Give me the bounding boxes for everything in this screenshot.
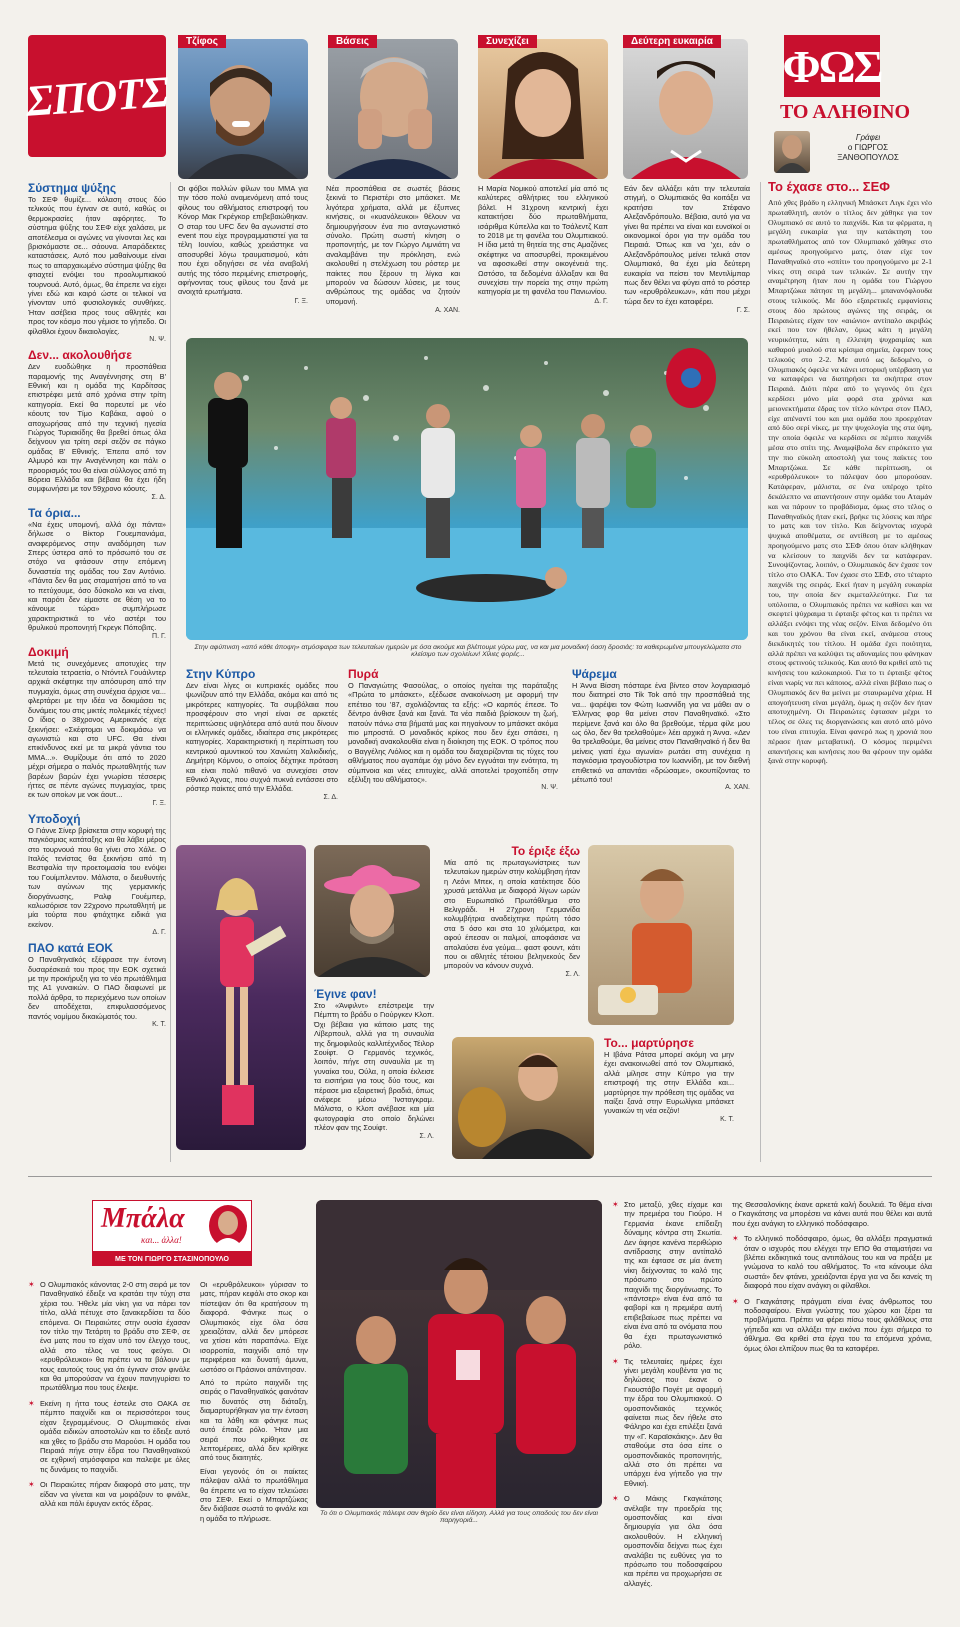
divider	[28, 1176, 932, 1177]
bottom-logo-sub: και... άλλα!	[141, 1235, 182, 1245]
bottom-logo: Μπάλα	[101, 1203, 185, 1234]
lower-story-beck: Το έριξε έξω Μία από τις πρωταγωνίστριες των τελευταίων ημερών στην κολύμβηση ήταν η Λεόνι Μπεκ, η οποία κατέκτησε δύο χρυσά μετάλλια με διαφορά λίγων ωρών στο Ευρωπαϊκό Πρωτάθλημα στο Βελιγράδι. Η 27χρονη Γερμανίδα κολυμβήτρια αναδείχτηκε πρώτη τόσο στα 5 όσο και στα 10 χιλιόμετρα, και αφού έπεσαν οι παλμοί, αποφάσισε να απολαύσει ένα γεύμα... φαστ φουντ, κάτι που οι αθλητές τέτοιου βεληνεκούς δεν μπορούν να κάνουν συχνά. Σ. Λ.	[444, 844, 580, 978]
person-portrait-icon	[314, 845, 430, 977]
top-photos	[178, 35, 748, 180]
basketball-players-icon	[316, 1200, 602, 1508]
author-line2: ο ΓΙΩΡΓΟΣ	[847, 143, 889, 152]
singer-stage-icon	[176, 845, 306, 1150]
beck-photo	[588, 845, 734, 1025]
person-portrait-icon	[178, 39, 308, 179]
divider	[760, 182, 761, 1162]
author-line1: Γράφει	[855, 133, 881, 142]
photo1-caption: Στην αφύπνιση «από κάθε άποψη» ατμόσφαιρα των τελευταίων ημερών με όσα ακούμε και βλέπουμε γύρω μας, να και μια μοναδική όαση δροσιάς: τα καθιερωμένα μπουγελώματα στο κλείσιμο των σχολείων! Χίλιες φορές...	[194, 644, 742, 658]
bullet-item: ✶ Το ελληνικό ποδόσφαιρο, όμως, θα αλλάξει πραγματικά όταν ο ισχυρός που ελέγχει την ΕΠΟ θα σταματήσει να βλέπει εκδικητικά τους αντιπάλους του και να πράξει με γνώμονα το καλό του αθλήματος. Το «τα κάνουμε όλα σωστά» δεν φτάνει, χρειάζονται έργα για να δει κανείς τη διαφορά που είχαν ανάγκη οι φίλαθλοι.	[732, 1234, 932, 1291]
mid-story-pyra: Πυρά Ο Παναγιώτης Φασούλας, ο οποίος ηγείται της παράταξης «Πρώτα το μπάσκετ», εξέδωσε ανακοίνωση με αφορμή την επέτειο του '87, σχολιάζοντας τα εξής: «Ο καρπός έπεσε. Το δέντρο άνθισε ξανά και ξανά. Τα νέα παιδιά βρίσκουν τη ζωή, πατούν πάνω στα βήματά μας και πηγαίνουν το μπάσκετ ακόμα πιο μπροστά. Ο μοναδικός κρίκος που δεν έχει σπάσει, η μοναδική ανακολουθία είναι η διοίκηση της ΕΟΚ. Ο τρόπος που ο Βαγγέλης Λιόλιος και η ομάδα του διαχειρίζονται τις τύχες του αθλήματος που αγαπάμε όχι μόνο δεν εγγυάται την ενότητα, τη σύμπνοια και νέες επιτυχίες, αλλά αποτελεί τροχοπέδη στην εξέλιξη του αθλήματος». Ν. Ψ.	[348, 667, 558, 792]
bullet-item: ✶ Οι Πειραιώτες πήραν διαφορά στο ματς, την είδαν να γίνεται και να μοιράζουν το φινάλε, αλλά και πάλι έφυγαν εκτός έδρας.	[28, 1480, 190, 1508]
ratsa-photo	[452, 1037, 594, 1159]
alexandropoulos-photo	[623, 39, 748, 179]
star-icon: ✶	[732, 1234, 739, 1244]
basketball-photo	[316, 1200, 602, 1508]
bottom-col-3	[612, 1200, 722, 1594]
person-portrait-icon	[328, 39, 458, 179]
taylor-swift-photo	[176, 845, 306, 1150]
lower-story-ratsa: Το... μαρτύρησε Η Ιβάνα Ράτσα μπορεί ακόμη να μην έχει ανακοινωθεί από τον Ολυμπιακό, αλλά μίλησε στην Κύπρο για την επιστροφή της στην Ελλάδα και... μαρτύρησε την πρόθεση της ομάδας να παίξει ξανά στην Ευρωλίγκα μπάσκετ γυναικών τη νέα σεζόν! Κ. Τ.	[604, 1036, 734, 1123]
klopp-photo	[314, 845, 430, 977]
bottom-col-1	[28, 1280, 190, 1514]
bullet-item: ✶ Εκείνη η ήττα τους έστειλε στο ΟΑΚΑ σε πέμπτο παιχνίδι και οι περισσότεροι τους είχαν ξεγραμμένους. Ο Ολυμπιακός είναι ομάδα ειδικών αποστολών και το έδειξε αυτό και χθες το βράδυ στο Μαρούσι. Η ομάδα του Πειραιά πήγε στην έδρα του Παναθηναϊκού σε εχθρική ατμόσφαιρα και παλεψε με όλες τις δυνάμεις το παιχνίδι.	[28, 1398, 190, 1474]
author-line3: ΞΑΝΘΟΠΟΥΛΟΣ	[837, 153, 899, 162]
tag-deuteri-eukairia: Δεύτερη ευκαιρία	[623, 35, 721, 48]
mcgregor-photo	[178, 39, 308, 179]
left-story: Υποδοχή Ο Γιάννε Σίνερ βρίσκεται στην κορυφή της παγκόσμιας κατάταξης και θα λάβει μέρος στο τουρνουά που θα γίνει στο Χάλε. Ο Ιταλός τενίστας θα ξεκινήσει από τη Βεστφαλία την προετοιμασία του ενόψει του Γουίμπλεντον. Μάλιστα, ο διευθυντής των αγώνων της γερμανικής διοργάνωσης, Ραλφ Γουέμπερ, καλωσόρισε τον 22χρονο πρωταθλητή με μία τούρτα που φτιάχτηκε ειδικά για εκείνον. Δ. Γ.	[28, 811, 166, 937]
left-story: Τα όρια... «Να έχεις υπομονή, αλλά όχι πάντα» δήλωσε ο Βίκτορ Γουεμπανιάμα, αναφερόμενος στην αναδόμηση των Σπερς ύστερα από το πρόσωπό του σε στόχο να φτάσουν στην επόμενη δυναστεία της ομάδας του Σαν Αντόνιο. «Πάντα δεν θα μας σταματήσει από το να το πετύχουμε, όσο δύσκολο και να είναι, και παρότι δεν είμαστε σε θέση να το κάνουμε τώρα» συμπλήρωσε χαρακτηριστικά το νέο αστέρι του θρυλικού προπονητή Γκρεγκ Πόποβιτς. Π. Γ.	[28, 505, 166, 640]
star-icon: ✶	[612, 1494, 619, 1504]
right-column-head: Το έχασε στο... ΣΕΦ	[768, 180, 890, 194]
column-subtitle: ΤΟ ΑΛΗΘΙΝΟ	[779, 101, 911, 123]
left-story: Σύστημα ψύξης Το ΣΕΦ θυμίζε... κόλαση στους δύο τελικούς που έγιναν σε αυτό, καθώς οι θερμοκρασίες ήταν αφόρητες. Το σύστημα ψύξης του ΣΕΦ είχε χαλάσει, με αποτέλεσμα οι αγώνες να γίνονται λες και βρισκόμαστε σε... σάουνα. Απαράδεκτες καταστάσεις. Αυτό που μαθαίνουμε είναι πως το απαρχαιωμένο σύστημα ψύξης θα φτιαχτεί ενόψει του προολυμπιακού τουρνουά. Αυτό, όμως, θα έπρεπε να είχει γίνει εδώ και καιρό ώστε οι τελικοί να γίνονταν υπό φυσιολογικές συνθήκες. Ήταν ασέβεια προς τους αθλητές και προς τον κόσμο που γέμισε το γήπεδο. Οι φίλαθλοι έχουν δικαιολογίες. Ν. Ψ.	[28, 182, 166, 344]
person-portrait-icon	[452, 1037, 594, 1159]
bullet-item: ✶ Τις τελευταίες ημέρες έχει γίνει μεγάλη κουβέντα για τις δηλώσεις που έκανε ο Γκουστάβο Πογέτ με αφορμή την έδρα του Ολυμπιακού. Ο ομοσπονδιακός τεχνικός φαίνεται πως δεν ήθελε στο Φάληρο και έχει επιλέξει ξανά την «Γ. Καραϊσκάκης». Δεν θα σταθούμε στα όσα είπε ο ομοσπονδιακός προπονητής, αλλά στο ότι πρέπει να υπάρχει ένα γήπεδο για την Εθνική.	[612, 1356, 722, 1488]
left-story: Δεν... ακολουθήσε Δεν ευοδώθηκε η προσπάθεια παραμονής της Αναγέννησης στη Β' Εθνική και η ομάδα της Καρδίτσας επιστρέφει μετά από χρόνια στην τρίτη κατηγορία. Εκεί θα πορευτεί με νέο κόουτς τον Τίμο Καβάκα, αφού ο αποχωρήσας από την τεχνική ηγεσία Γιώργος Τυριακίδης θα βρεθεί όπως όλα δείχνουν για τρίτη σερί σεζόν σε πάγκο ομάδας Β' Εθνικής. Έπειτα από τον Αλμυρό και την Αναγέννηση και πάλι ο προορισμός του θα είναι σύλλογος από τη Βόρεια Ελλάδα και βέβαια θα έχει ήδη συμφωνήσει με τον 59χρονο κόουτς. Σ. Δ.	[28, 348, 166, 501]
right-column	[768, 180, 932, 1170]
star-icon: ✶	[28, 1480, 35, 1490]
top-story-3: Η Μαρία Νομικού αποτελεί μία από τις καλύτερες αθλήτριες του ελληνικού βόλεϊ. Η 31χρονη κεντρική έχει κατακτήσει δύο πρωταθλήματα, ισάριθμα Κύπελλα και το Τσάλεντζ Καπ το 2018 με τη φανέλα του Ολυμπιακού. Η ίδια μετά τη θητεία της στις Αμαζόνες σκέφτηκε να αποσυρθεί, προκειμένου να αφοσιωθεί στην οικογένειά της. Ωστόσο, τα δεδομένα άλλαξαν και θα συνεχίσει την πορεία της στην πρώτη κατηγορία με τη φανέλα του Πανιωνίου. Δ. Γ.	[478, 184, 608, 305]
bottom-box	[92, 1200, 252, 1266]
top-story-2: Νέα προσπάθεια σε σωστές βάσεις ξεκινά το Περιστέρι στο μπάσκετ. Με λιγότερα χρήματα, αλλά με έξυπνες κινήσεις, οι «κυανόλευκοι» θέλουν να δημιουργήσουν ένα πιο ανταγωνιστικό σύνολο. Πρώτη σωστή κίνηση ο προπονητής, με τον Γιώργο Λιμνιάτη να αναλαμβάνει την πρόκληση, ενώ ακολουθεί η στελέχωση του ρόστερ με παίκτες που ξέρουν τη λίγκα και μπορούν να δώσουν λύσεις, με τους ανθρώπους της ομάδας να ζητούν υπομονή. Α. ΧΑΝ.	[326, 184, 460, 315]
left-column	[28, 182, 166, 1162]
star-icon: ✶	[732, 1296, 739, 1306]
bottom-author: ΜΕ ΤΟΝ ΓΙΩΡΓΟ ΣΤΑΣΙΝΟΠΟΥΛΟ	[93, 1251, 251, 1266]
bullet-item: ✶ Ο Γκαγκάτσης πράγματι είναι ένας άνθρωπος του ποδοσφαίρου. Είναι γνώστης του χώρου και ξέρει τα προβλήματα. Πρέπει να φέρει πίσω τους φιλάθλους στα γήπεδα και να αλλάξει την εικόνα που έχει σήμερα το άθλημα. Θα κριθεί στα έργα του τα επόμενα χρόνια, όμως όλοι ελπίζουν πως θα τα καταφέρει.	[732, 1296, 932, 1353]
fos-logo: ΦΩΣ	[784, 35, 880, 97]
author-photo	[774, 131, 810, 173]
masthead-badge	[24, 35, 170, 157]
masthead-title: ΣΠΟΤΣ	[24, 66, 170, 126]
top-story-1: Οι φόβοι πολλών φίλων του ΜΜΑ για την τόσο πολύ αναμενόμενη από τους φίλους του αθλήματος επιστροφή του Κόνορ Μακ Γκρέγκορ επιβεβαιώθηκαν. Ο σταρ του UFC δεν θα αγωνιστεί στο event που είχε προγραμματιστεί για τα τέλη Ιουνίου, καθώς χρειάστηκε να αποσυρθεί λόγω τραυματισμού, κάτι που έχει οδηγήσει σε νέα αναβολή αυτής της τόσο περιμένης επιστροφής, αφήνοντας τους φίλους του ξανά με ανοιχτά ερωτήματα. Γ. Ξ.	[178, 184, 308, 305]
right-column-text: Από χθες βράδυ η ελληνική Μπάσκετ Λιγκ έχει νέο πρωταθλητή, αυτόν ο τίτλος δεν χάθηκε για τον Ολυμπιακό σε αυτό το παιχνίδι. Και τα φέρματα, η μεγάλη ευκαιρία για την κατάκτηση του πρωταθλήματος από τον Ολυμπιακό χάθηκε στο αμέσως προηγούμενο ματς, όταν είχε τον Παναθηναϊκό στο «σπίτι» του προηγούμενο με 2-1 νίκες στη σειρά των τελικών. Σε αυτήν την αναμέτρηση ήταν που η ομάδα του Γιώργου Μπαρτζώκα πάτησε τη μεγάλη... μπανανόφλουδα στους τελικούς. Με δύο εξαιρετικές εμφανίσεις στους δύο πρώτους αγώνες της σειράς, οι Πειραιώτες είχαν τον «αιώνιο» αντίπαλο ακριβώς εκεί που τον ήθελαν, όμως κάτι η μεγάλη νευρικότητα, κάτι η έλλειψη ψυχραιμίας και καθαρού μυαλού στα κρίσιμα σημεία, έφεραν τους τελικούς στο 2-2. Με αυτό ως δεδομένο, ο Ολυμπιακός όφειλε να κάνει ιστορική υπέρβαση για να καταφέρει να διατηρήσει τα σκήπτρα στον Πειραιά. Διότι πέρα από το γεγονός ότι έχει κερδίσει μόνο μία φορά στα χρόνια και μειονεκτήματα έδρας τον τίτλο κόντρα στον ΠΑΟ, είχε απέναντί του και μια ομάδα που προερχόταν από δύο σερί νίκες, με την ψυχολογία της στα ύψη, την οποία όφειλε να κερδίσει σε πέμπτο παιχνίδι μέσα στο σπίτι της. Αναμφίβολα δεν επρόκειτο για την πιο εύκολη αποστολή για τους παίκτες του Μπαρτζώκα. Σε κάθε περίπτωση, οι «ερυθρόλευκοι» το πάλεψαν όσο μπορούσαν. Κατάφεραν, μάλιστα, σε ένα υπέροχο τρίτο δεκάλεπτο να απαντήσουν στην ομάδα του Αταμάν και να πάρουν το προβάδισμα, όμως στο τέλος ο Παναθηναϊκός ήταν εκεί, βρήκε τις λύσεις και πήρε το ματς και τον τίτλο. Και δείχνοντας ισχυρά ψυχικά αποθέματα, σε αντίθεση με το αμέσως προηγούμενο ματς στο ΣΕΦ όπου όταν κλήθηκαν να κλείσουν το παιχνίδι δεν τα κατάφεραν. Συνοψίζοντας, λοιπόν, ο Ολυμπιακός δεν έχασε τον τίτλο στο ΟΑΚΑ. Τον έχασε στο ΣΕΦ, στο τέταρτο παιχνίδι της σειράς. Εκεί ήταν η μεγάλη ευκαιρία του, την οποία δεν εκμεταλλεύτηκε. Για τα υπόλοιπα, ο Ολυμπιακός πρέπει να καθίσει και να σκεφτεί ψύχραιμα τι έφταιξε φέτος και τι πρέπει να αλλάξει ενόψει της νέας σεζόν. Είναι δεδομένο ότι και του χρόνου θα είναι εκεί, ανάμεσα στους διεκδικητές του τίτλου. Η ομάδα έχει ποιότητα, αλλά πρέπει να καλύψει τις αδυναμίες που φάνηκαν στους φετινούς τελικούς. Και αυτό θα κριθεί από τις κινήσεις του καλοκαιριού. Για το τι έφταιξε φέτος είναι νωρίς να πει κάποιος, αλλά είναι βέβαιο πως ο Ολυμπιακός δεν θα μείνει με σταυρωμένα χέρια. Η απογοήτευση είναι μεγάλη, όμως η σεζόν δεν ήταν αποτυχημένη. Οι Πειραιώτες έφτασαν μέχρι το τέλος σε όλες τις διοργανώσεις και αυτό από μόνο του είναι επιτυχία. Είναι φανερό πως η χρονιά που πέρασε ήταν μεταβατική. Ο κόσμος περιμένει απαντήσεις και κινήσεις που θα φέρουν την ομάδα ξανά στην κορυφή.	[768, 198, 932, 766]
bullet-item: ✶ Ο Ολυμπιακός κάνοντας 2-0 στη σειρά με τον Παναθηναϊκό έδειξε να κρατάει την τύχη στα χέρια του. Ήθελε μία νίκη για να πάρει τον τίτλο, αλλά πέτυχε στο ξανακερδίσει τα δύο επόμενα. Οι Πειραιώτες στην ουσία έχασαν τον τίτλο την Τετάρτη το βράδυ στο ΣΕΦ, σε ένα ματς που το είχαν υπό τον έλεγχο τους, αλλά στο τέλος να τους φεύγει. Οι «ερυθρόλευκοι» θα πρέπει να τα βάλουν με τους εαυτούς τους για ότι έγιναν στον φινάλε και θα μπορούσαν να έχουν πανηγυρίσει το πρωτάθλημα που τους έλειψε.	[28, 1280, 190, 1393]
person-portrait-icon	[478, 39, 608, 179]
tag-synexizei: Συνεχίζει	[478, 35, 537, 48]
swimmer-eating-icon	[588, 845, 734, 1025]
limniatis-photo	[328, 39, 458, 179]
left-story: Δοκιμή Μετά τις συνεχόμενες αποτυχίες την τελευταία τετραετία, ο Ντόντελ Γουάιλντερ αρχικά σκέφτηκε την απόσυρση από την πυγμαχία, όμως στη συνέχεια άρχισε να... φλερτάρει με την ιδέα να δοκιμάσει τις δυνάμεις του στις μικτές πολεμικές τέχνες! Ο ίδιος ο 38χρονος Αμερικανός είχε ξεκινήσει: «Σκέφτομαι να δοκιμάσω να αγωνιστώ και στο UFC. Θα είναι επικίνδυνος εκεί με τα μικρά γάντια του ΜΜΑ...». Θυμίζουμε ότι από το 2020 μέχρι σήμερα ο παλιός πρωταθλητής των βαρέων βαρών έχει γνωρίσει τέσσερις ήττες σε πέντε αγώνες πυγμαχίας, τρεις εκ των οποίων με νοκ άουτ... Γ. Ξ.	[28, 644, 166, 807]
avatar-icon	[774, 131, 810, 173]
stasinopoulos-avatar	[209, 1205, 247, 1247]
pool-scene-icon	[186, 338, 748, 640]
column-box	[770, 35, 930, 175]
lower-story-klopp: Έγινε φαν! Στο «Άνφιλντ» επέστρεψε την Πέμπτη το βράδυ ο Γιούργκεν Κλοπ. Όχι βέβαια για κάποιο ματς της Λίβερπουλ, αλλά για τη συναυλία της δημοφιλούς καλλιτέχνιδος Τέιλορ Σουίφτ. Ο Γερμανός τεχνικός, λοιπόν, πήγε στη συναυλία με τη γυναίκα του, Ούλα, η οποία έκλεισε τα εισιτήρια για τους δύο τους, και πέρασε μια εξαιρετική βραδιά, όπως ανέφερε μέσω Ίνσταγκραμ. Μάλιστα, ο Κλοπ ανέβασε και μία φωτογραφία στο οποίο δηλώνει πλέον φαν της Σουίφτ. Σ. Λ.	[314, 987, 434, 1140]
left-story: ΠΑΟ κατά ΕΟΚ Ο Παναθηναϊκός εξέφρασε την έντονη δυσαρέσκειά του προς την ΕΟΚ σχετικά με την προκήρυξη για το νέο πρωτάθλημα της Α1 γυναικών. Ο ΠΑΟ διαφωνεί με πολλά άρθρα, το περιεχόμενο των οποίων δεν αποδέχεται, επιφυλασσόμενος παντός νομίμου δικαιώματός του. Κ. Τ.	[28, 941, 166, 1029]
mid-story-psarema: Ψάρεμα Η Άννα Βίσση πόσταρε ένα βίντεο στον λογαριασμό που διατηρεί στο Tik Tok από την προσπάθειά της να... ψαρέψει τον Φώτη Ιωαννίδη για να μάθει αν ο Έλληνας φορ θα μείνει στον Παναθηναϊκό. «Στο περίμενε ξανά και όλο θα βρεθούμε, τέρμα φίλε μου ως όλο, δεν θα τρελαθούμε» λέει αρχικά η Άννα. «Δεν θα τρελαθούμε, θα μείνεις στον Παναθηναϊκό ή δεν θα μείνεις γιατί έχω αγωνία» ρωτάει στη συνέχεια η παγκόσμια τραγουδίστρια τον Ιωαννίδη, με τον διεθνή επιθετικό να απαντάει «δρώσαμε», οκουπίζοντας το μέτωπό του! Α. ΧΑΝ.	[572, 667, 750, 792]
top-story-4: Εάν δεν αλλάξει κάτι την τελευταία στιγμή, ο Ολυμπιακός θα κοιτάξει να κρατήσει τον Στέφανο Αλεξανδρόπουλο. Βέβαια, αυτό για να γίνει θα πρέπει να είναι και ευνοϊκοί οι οικονομικοί όροι για την ομάδα του Πειραιά. Όπως και να 'χει, εάν ο Αλεξανδρόπουλος μείνει τελικά στον Ολυμπιακό, θα έχει μία δεύτερη ευκαιρία να πείσει τον Μεντιλίμπαρ πως δεν θέλει να φύγει από το ρόστερ των «ερυθρόλευκων», κάτι που μέχρι τώρα δεν το έχει καταφέρει. Γ. Σ.	[624, 184, 750, 315]
bullet-item: ✶ Ο Μάκης Γκαγκάτσης ανέλαβε την προεδρία της ομοσπονδίας και είναι δημιουργία για όλα όσα ακολουθούν. Η ελληνική ομοσπονδία δείχνει πως έχει αναλάβει τις ευθύνες για το πρόσωπο του ποδοσφαίρου και πρέπει να προχωρήσει σε αλλαγές.	[612, 1494, 722, 1588]
tag-tzifos: Τζίφος	[178, 35, 226, 48]
divider	[170, 182, 171, 1162]
star-icon: ✶	[612, 1356, 619, 1366]
water-fight-photo	[186, 338, 748, 640]
star-icon: ✶	[612, 1200, 619, 1209]
tag-vaseis: Βάσεις	[328, 35, 377, 48]
photo2-caption: Το ότι ο Ολυμπιακός πάλεψε σαν θηρίο δεν είναι είδηση. Αλλά για τους οπαδούς του δεν είναι παρηγοριά...	[320, 1510, 598, 1524]
mid-story-cyprus: Στην Κύπρο Δεν είναι λίγες οι κυπριακές ομάδες που ψωνίζουν από την Ελλάδα, ακόμα και από τις μικρότερες κατηγορίες. Τα συμβόλαια που προσφέρουν στο νησί είναι σε αρκετές περιπτώσεις υψηλότερα από αυτά που δίνουν οι ελληνικές ομάδες, ιδιαίτερα στις μικρότερες κατηγορίες. Χαρακτηριστική η περίπτωση του κεντρικού αμυντικού του Χανιώτη Χαλκιδικής, Δημήτρη Κόμνου, ο οποίος δέχτηκε πρόταση και είναι πολύ πιθανό να συνεχίσει στον Εθνικό Άχνας, που συχνά πυκνά εντάσσει στο ρόστερ παίκτες από την Ελλάδα. Σ. Δ.	[186, 667, 338, 801]
bullet-item: ✶ Στο μεταξύ, χθες είχαμε και την πρεμιέρα του Γιούρο. Η Γερμανία έκανε επίδειξη δύναμης κόντρα στη Σκωτία. Δεν άφησε κανένα περιθώριο αντίδρασης στην αντίπαλό της και έφτασε σε μία άνετη νίκη δείχνοντας το καλό της πρόσωπο στο πρώτο παιχνίδι της διοργάνωσης. Το «πάντσερ» είναι ένα από τα φαβορί και η πρεμιέρα αυτή επιβεβαίωσε πως πρέπει να είναι ένα από τα ονόματα που θα έχει πρωταγωνιστικό ρόλο.	[612, 1200, 722, 1351]
star-icon: ✶	[28, 1398, 35, 1408]
nomikou-photo	[478, 39, 608, 179]
avatar-icon	[209, 1205, 247, 1247]
bottom-col-2: Οι «ερυθρόλευκοι» γύρισαν το ματς, πήραν κεφάλι στο σκορ και πίστεψαν ότι θα κρατήσουν τη διαφορά. Φάνηκε πως ο Ολυμπιακός είχε όλα όσα χρειαζόταν, αλλά δεν μπόρεσε να χτίσει κάτι παραπάνω. Είχε ισορροπία, παιχνίδι από την περιφέρεια και δυνατή άμυνα, ωστόσο οι Πράσινοι απάντησαν. Από το πρώτο παιχνίδι της σειράς ο Παναθηναϊκός φαινόταν πιο δυνατός στη διάταξη, διαμαρτυρήθηκαν για την ένταση και τα λάθη και φάνηκε πως αυτό έπαιζε ρόλο. Ήταν μια σειρά που κρίθηκε σε λεπτομέρειες, αλλά δεν κρίθηκε από τους διαιτητές. Είναι γεγονός ότι οι παίκτες πάλεψαν αλλά το πρωτάθλημα θα έπρεπε να το είχαν τελειώσει στο ΣΕΦ. Εκεί ο Μπαρτζώκας δεν διάβασε σωστά το φινάλε και η ομάδα το πλήρωσε.	[200, 1280, 308, 1523]
person-portrait-icon	[623, 39, 748, 179]
star-icon: ✶	[28, 1280, 35, 1289]
bottom-col-4: της Θεσσαλονίκης έκανε αρκετά καλή δουλειά. Το θέμα είναι ο Γκαγκάτσης να μπορέσει να κάνει αυτά που θέλει και αυτά που έχει ανάγκη το ελληνικό ποδόσφαιρο. ✶ Το ελληνικό ποδόσφαιρο, όμως, θα αλλάξει πραγματικά όταν ο ισχυρός που ελέγχει την ΕΠΟ θα σταματήσει να βλέπει εκδικητικά τους αντιπάλους του και να πράξει με γνώμονα το καλό του αθλήματος. Το «τα κάνουμε όλα σωστά» δεν φτάνει, χρειάζονται έργα για να δει κανείς τη διαφορά που είχαν ανάγκη οι φίλαθλοι. ✶ Ο Γκαγκάτσης πράγματι είναι ένας άνθρωπος του ποδοσφαίρου. Είναι γνώστης του χώρου και ξέρει τα προβλήματα. Πρέπει να φέρει πίσω τους φιλάθλους στα γήπεδα και να αλλάξει την εικόνα που έχει σήμερα το άθλημα. Θα κριθεί στα έργα του τα επόμενα χρόνια, όμως όλοι ελπίζουν πως θα τα καταφέρει.	[732, 1200, 932, 1353]
